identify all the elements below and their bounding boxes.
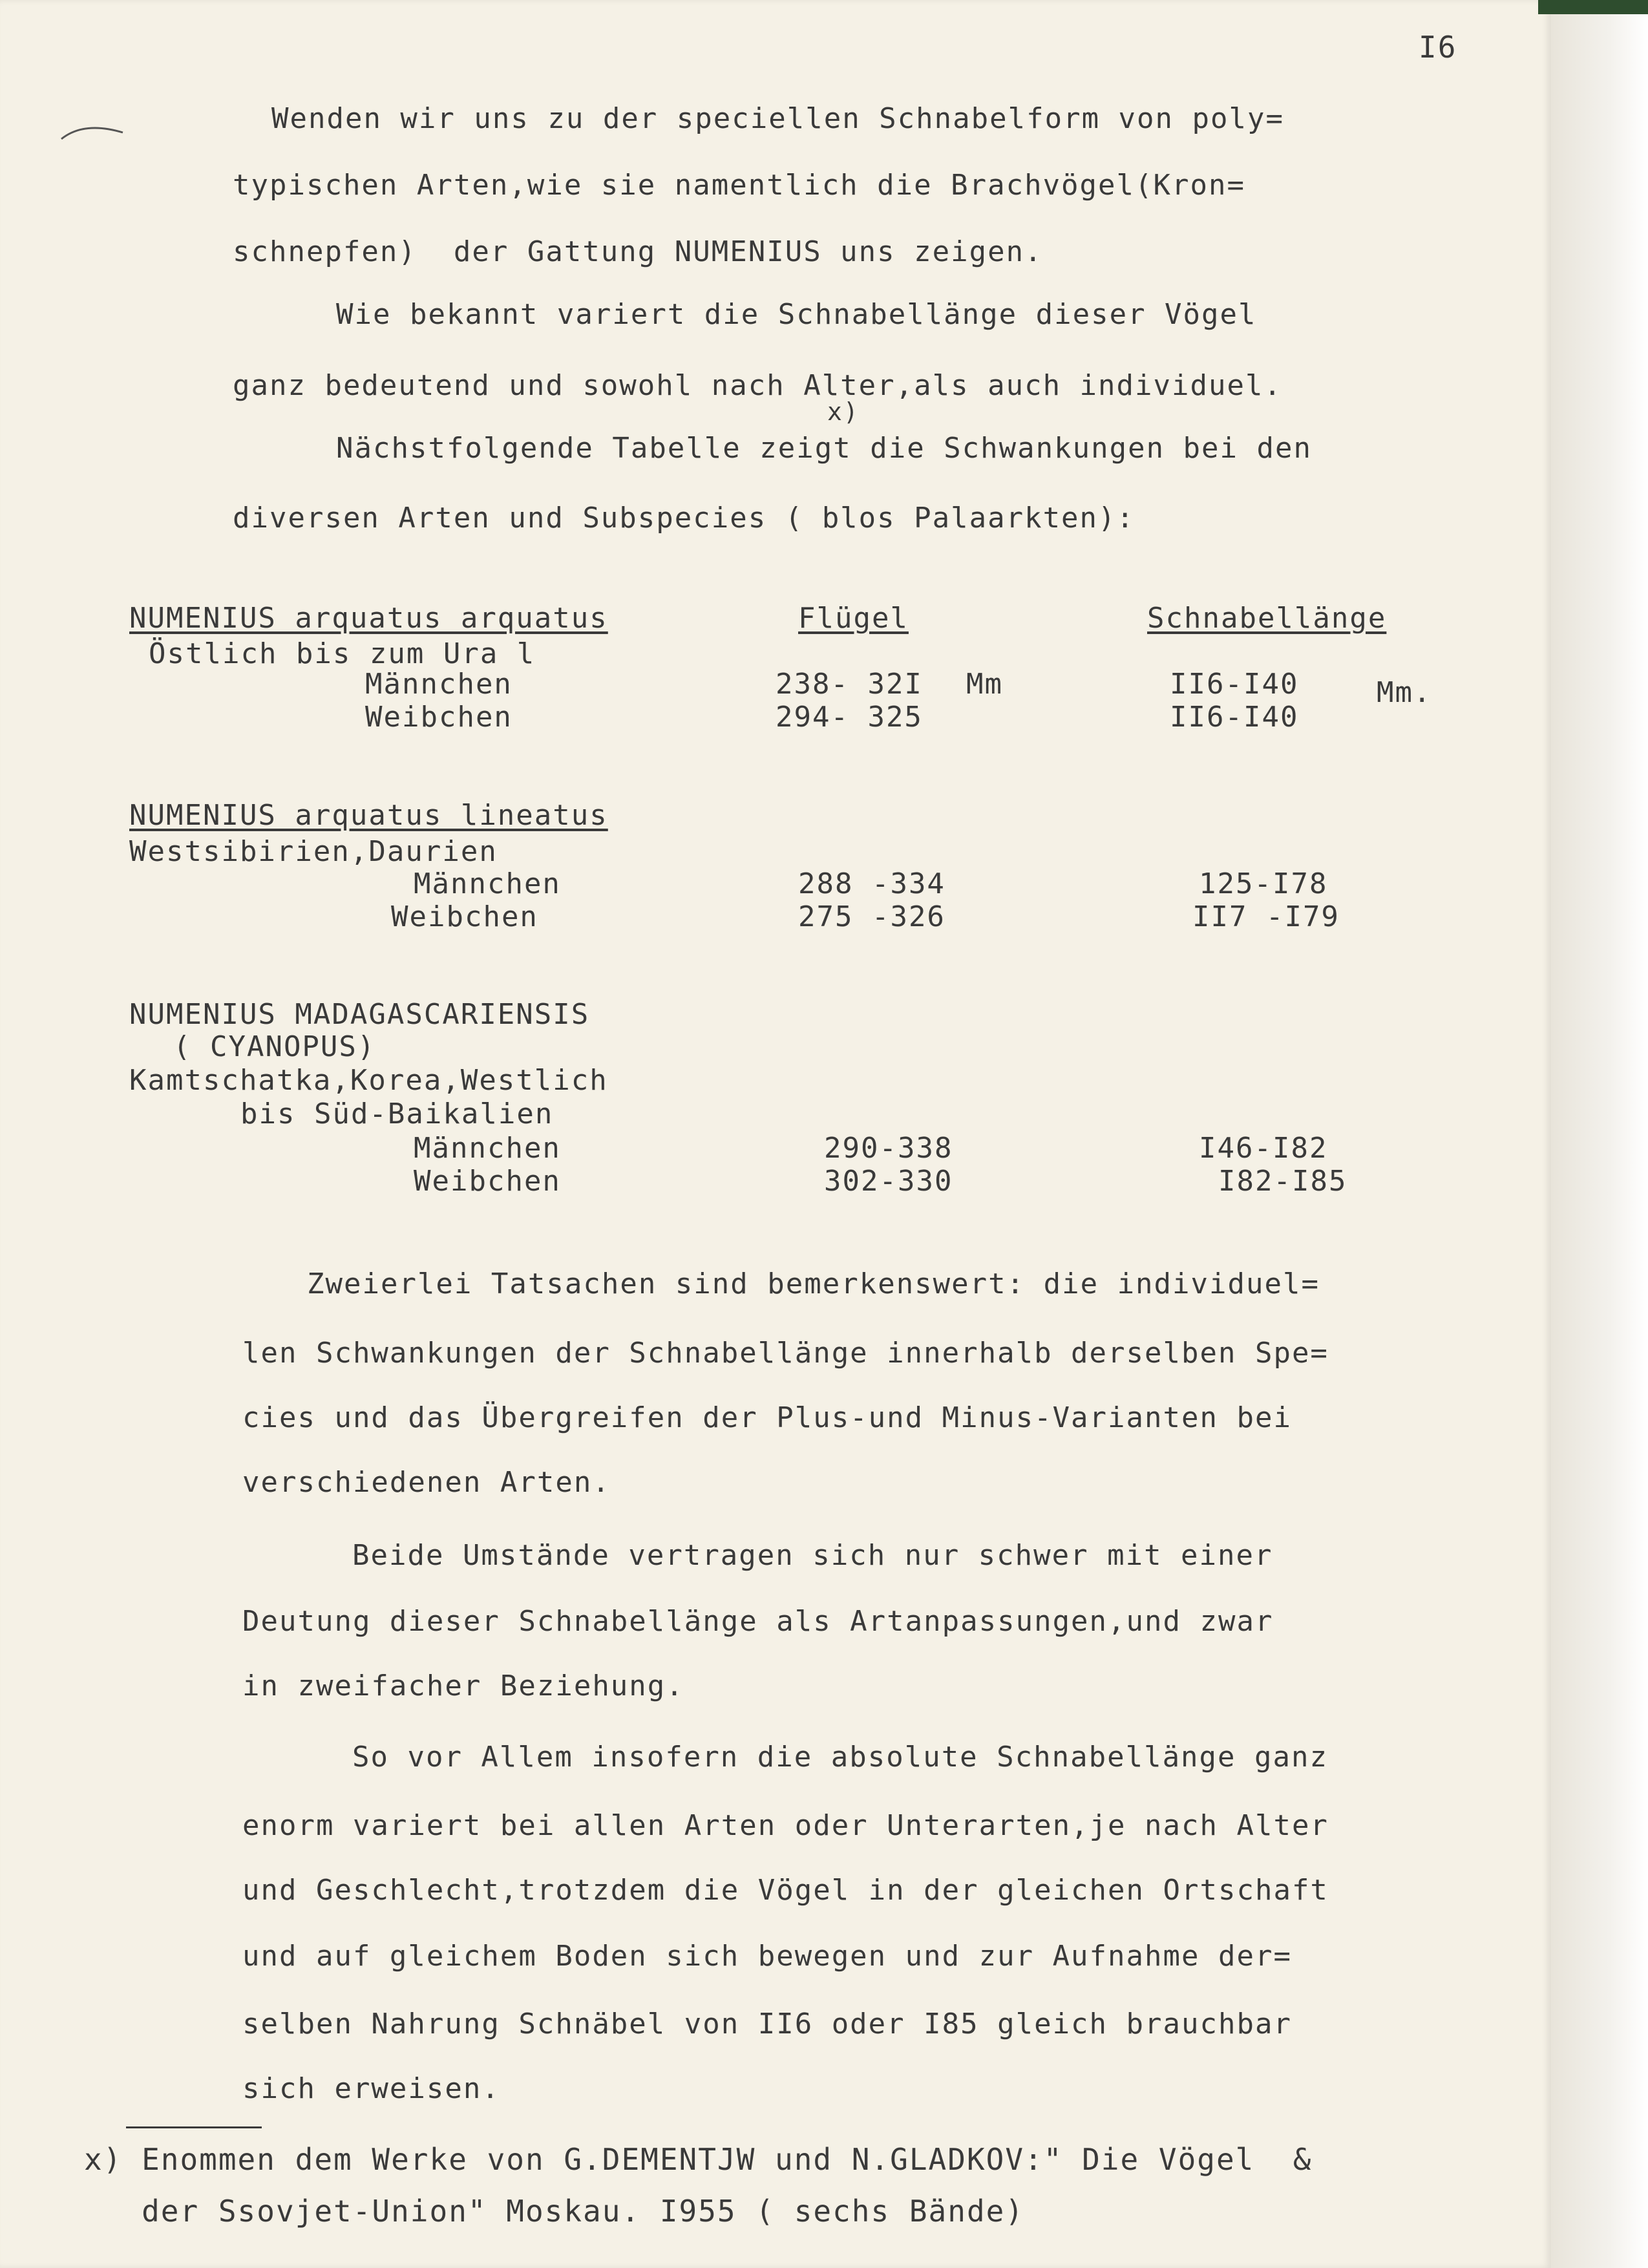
- text-line: verschiedenen Arten.: [242, 1466, 611, 1499]
- footnote-line: der Ssovjet-Union" Moskau. I955 ( sechs Bände): [84, 2194, 1025, 2229]
- text-line: und auf gleichem Boden sich bewegen und zur Aufnahme der=: [242, 1940, 1292, 1973]
- species-synonym: ( CYANOPUS): [173, 1030, 376, 1063]
- region-label: Westsibirien,Daurien: [129, 835, 498, 868]
- sex-label: Männchen: [414, 867, 561, 900]
- text-line: diversen Arten und Subspecies ( blos Palaarkten):: [233, 502, 1136, 535]
- region-label: bis Süd-Baikalien: [240, 1097, 554, 1130]
- footnote-marker: x): [827, 397, 860, 426]
- text-line: schnepfen) der Gattung NUMENIUS uns zeigen.: [233, 235, 1043, 268]
- pencil-mark: [58, 120, 129, 145]
- unit-label: Mm.: [1377, 676, 1432, 709]
- species-name: NUMENIUS MADAGASCARIENSIS: [129, 998, 590, 1031]
- text-line: Wenden wir uns zu der speciellen Schnabelform von poly=: [271, 102, 1284, 135]
- text-line: Deutung dieser Schnabellänge als Artanpassungen,und zwar: [242, 1605, 1274, 1638]
- schnabel-value: II7 -I79: [1192, 900, 1340, 933]
- text-line: und Geschlecht,trotzdem die Vögel in der gleichen Ortschaft: [242, 1874, 1329, 1907]
- footnote-line: x) Enommen dem Werke von G.DEMENTJW und N.GLADKOV:" Die Vögel &: [84, 2142, 1313, 2177]
- species-name: NUMENIUS arquatus arquatus: [129, 602, 608, 635]
- text-line: sich erweisen.: [242, 2072, 500, 2105]
- schnabel-value: I46-I82: [1199, 1132, 1328, 1165]
- species-name: NUMENIUS arquatus lineatus: [129, 799, 608, 832]
- text-line: enorm variert bei allen Arten oder Unterarten,je nach Alter: [242, 1809, 1329, 1842]
- schnabel-value: I82-I85: [1218, 1165, 1347, 1198]
- region-label: Östlich bis zum Ura l: [149, 637, 536, 670]
- text-line: Nächstfolgende Tabelle zeigt die Schwankungen bei den: [336, 432, 1312, 465]
- sex-label: Männchen: [414, 1132, 561, 1165]
- fluegel-value: 302-330: [824, 1165, 953, 1198]
- scan-corner-edge: [1538, 0, 1648, 14]
- fluegel-value: 275 -326: [798, 900, 945, 933]
- fluegel-value: 290-338: [824, 1132, 953, 1165]
- text-line: So vor Allem insofern die absolute Schnabellänge ganz: [352, 1741, 1328, 1774]
- sex-label: Weibchen: [391, 900, 538, 933]
- text-line: ganz bedeutend und sowohl nach Alter,als auch individuel.: [233, 369, 1282, 402]
- scan-background-edge: [1551, 0, 1648, 2268]
- schnabel-value: 125-I78: [1199, 867, 1328, 900]
- text-line: typischen Arten,wie sie namentlich die Brachvögel(Kron=: [233, 169, 1245, 202]
- column-header-schnabel: Schnabellänge: [1147, 602, 1387, 635]
- footnote-rule: [126, 2126, 262, 2128]
- text-line: Beide Umstände vertragen sich nur schwer mit einer: [352, 1539, 1273, 1572]
- region-label: Kamtschatka,Korea,Westlich: [129, 1064, 608, 1097]
- unit-label: Mm: [966, 668, 1003, 701]
- text-line: Zweierlei Tatsachen sind bemerkenswert: die individuel=: [307, 1267, 1320, 1300]
- fluegel-value: 238- 32I: [776, 668, 923, 701]
- sex-label: Männchen: [365, 668, 512, 701]
- text-line: Wie bekannt variert die Schnabellänge dieser Vögel: [336, 298, 1257, 331]
- text-line: cies und das Übergreifen der Plus-und Minus-Varianten bei: [242, 1401, 1292, 1434]
- text-line: selben Nahrung Schnäbel von II6 oder I85 gleich brauchbar: [242, 2008, 1292, 2040]
- page-number: I6: [1419, 30, 1457, 65]
- fluegel-value: 294- 325: [776, 701, 923, 734]
- sex-label: Weibchen: [414, 1165, 561, 1198]
- column-header-fluegel: Flügel: [798, 602, 909, 635]
- fluegel-value: 288 -334: [798, 867, 945, 900]
- text-line: in zweifacher Beziehung.: [242, 1669, 684, 1702]
- sex-label: Weibchen: [365, 701, 512, 734]
- schnabel-value: II6-I40: [1170, 668, 1299, 701]
- text-line: len Schwankungen der Schnabellänge innerhalb derselben Spe=: [242, 1337, 1329, 1370]
- schnabel-value: II6-I40: [1170, 701, 1299, 734]
